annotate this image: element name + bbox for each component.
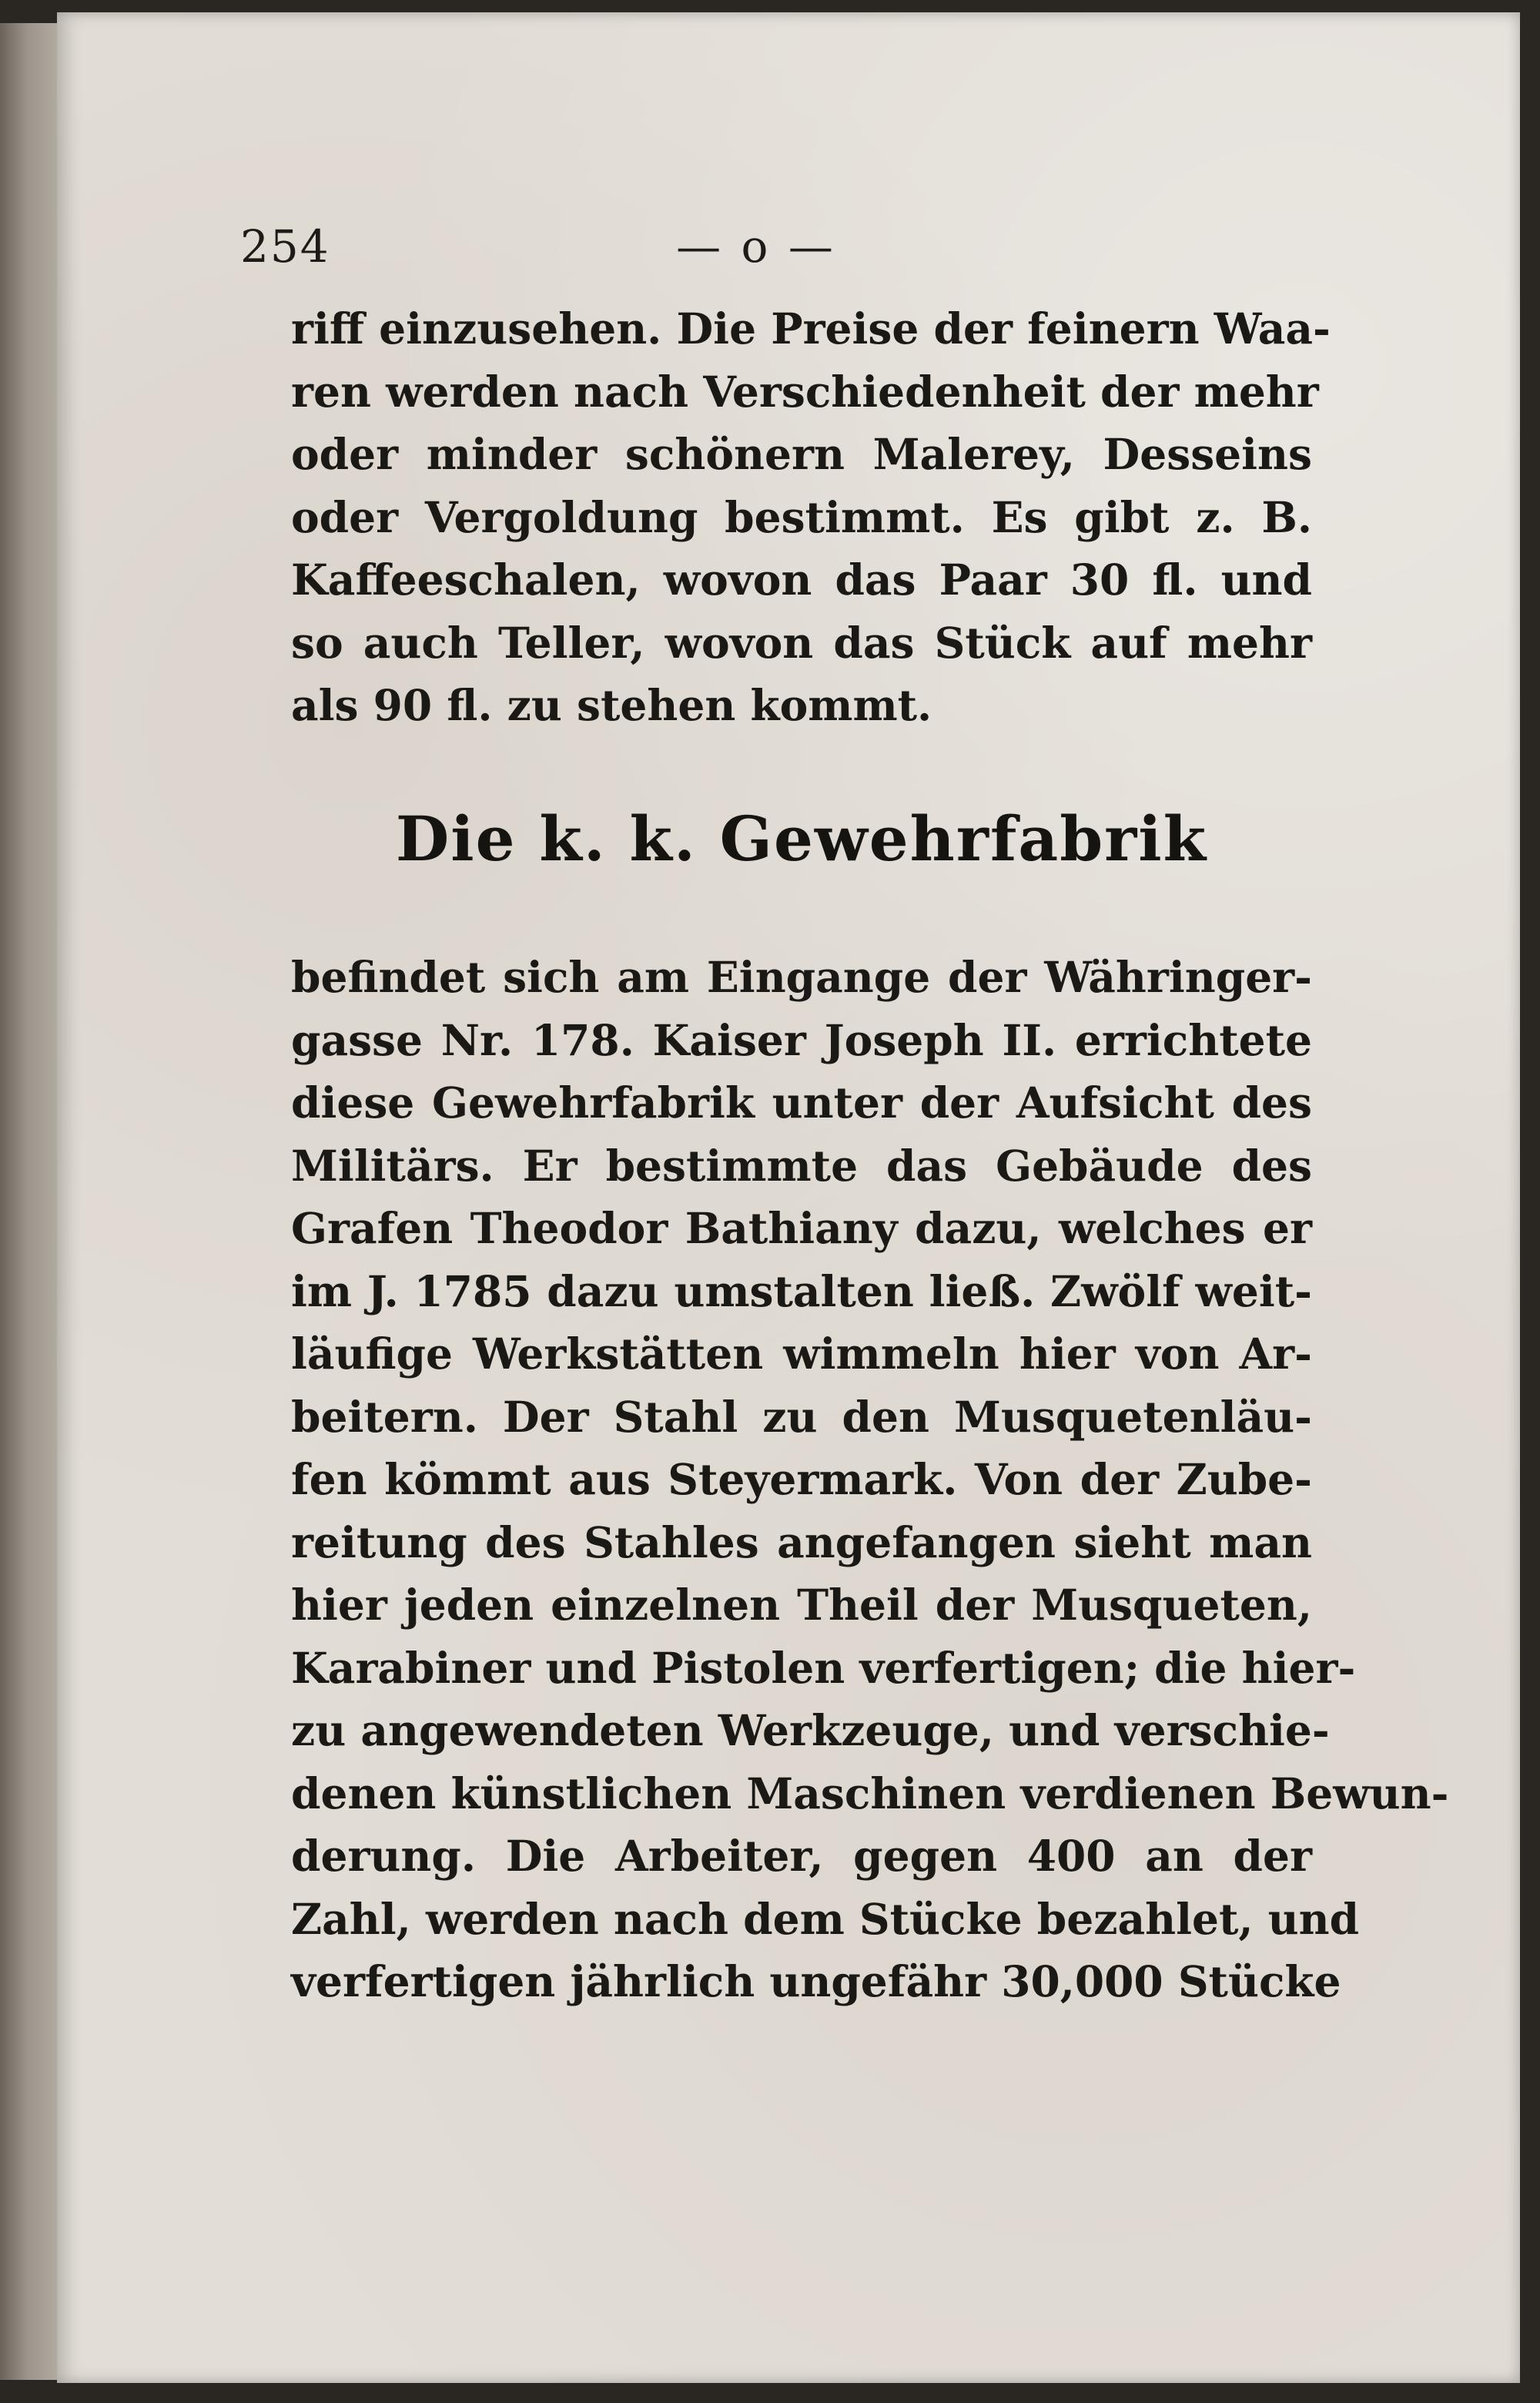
text-line: riff einzusehen. Die Preise der feinern Waa- [291,303,1331,354]
paragraph-continued [291,297,1331,737]
text-line: oder Vergoldung bestimmt. Es gibt z. B. [291,491,1312,542]
text-line: so auch Teller, wovon das Stück auf mehr [291,617,1312,668]
text-line: befindet sich am Eingange der Währinger- [291,952,1312,1002]
section-paragraph [291,946,1449,2013]
adjacent-page-edge [0,23,60,2380]
text-line: oder minder schönern Malerey, Desseins [291,429,1312,479]
text-line: denen künstlichen Maschinen verdienen Bewun- [291,1768,1449,1818]
text-line: fen kömmt aus Steyermark. Von der Zube- [291,1454,1312,1504]
page-header [240,220,1303,282]
text-line: als 90 fl. zu stehen kommt. [291,680,932,730]
text-line: zu angewendeten Werkzeuge, und verschie- [291,1705,1330,1755]
text-line: reitung des Stahles angefangen sieht man [291,1517,1312,1567]
text-line: derung. Die Arbeiter, gegen 400 an der [291,1831,1312,1881]
text-line: im J. 1785 dazu umstalten ließ. Zwölf weit- [291,1265,1312,1316]
text-line: läufige Werkstätten wimmeln hier von Ar- [291,1329,1312,1379]
text-line: gasse Nr. 178. Kaiser Joseph II. errichtete [291,1014,1312,1065]
page-number: 254 [240,220,330,273]
text-line: Kaffeeschalen, wovon das Paar 30 fl. und [291,555,1312,605]
text-line: beitern. Der Stahl zu den Musquetenläu- [291,1391,1312,1442]
text-line: Grafen Theodor Bathiany dazu, welches er [291,1203,1312,1253]
text-line: Zahl, werden nach dem Stücke bezahlet, und [291,1893,1360,1944]
text-line: Militärs. Er bestimmte das Gebäude des [291,1140,1312,1191]
text-line: diese Gewehrfabrik unter der Aufsicht des [291,1077,1312,1128]
header-ornament: — o — [676,220,836,273]
text-line: ren werden nach Verschiedenheit der mehr [291,366,1319,417]
section-heading: Die k. k. Gewehrfabrik [395,803,1208,875]
text-line: Karabiner und Pistolen verfertigen; die hier- [291,1642,1356,1693]
text-line: verfertigen jährlich ungefähr 30,000 Stücke [291,1956,1341,2006]
text-line: hier jeden einzelnen Theil der Musqueten, [291,1580,1312,1630]
